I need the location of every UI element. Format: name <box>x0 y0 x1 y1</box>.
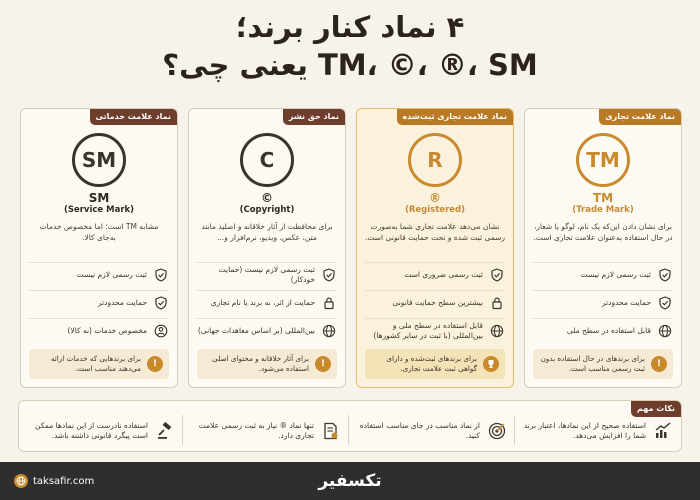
card-tag: نماد علامت تجاری <box>599 109 681 125</box>
tip-item <box>17 413 183 449</box>
tip-item <box>515 413 681 449</box>
symbol-glyph: SM <box>81 148 117 172</box>
target-icon <box>487 421 507 441</box>
tips-tag: نکات مهم <box>631 401 681 417</box>
website-link[interactable] <box>14 462 94 500</box>
symbol-circle <box>240 133 294 187</box>
footer-brand: تکسفیر <box>318 471 382 491</box>
feature-row <box>365 318 505 342</box>
check-shield-icon <box>321 267 337 283</box>
chart-icon <box>653 421 673 441</box>
alert-icon: ! <box>147 356 163 372</box>
symbol-circle <box>408 133 462 187</box>
check-shield-icon <box>153 295 169 311</box>
tip-text: استفاده نادرست از این نمادها ممکن است پیگرد قانونی داشته باشد. <box>35 421 148 440</box>
feature-row <box>533 318 673 342</box>
card-registered <box>356 108 514 388</box>
alert-icon: ! <box>315 356 331 372</box>
card-note <box>29 349 169 379</box>
card-note <box>197 349 337 379</box>
symbol-circle <box>72 133 126 187</box>
check-shield-icon <box>489 267 505 283</box>
globe-icon <box>321 323 337 339</box>
alert-icon: ! <box>651 356 667 372</box>
symbol-subtitle: (Copyright) <box>239 205 295 215</box>
card-tag: نماد علامت تجاری ثبت‌شده <box>397 109 513 125</box>
symbol-label: ® <box>429 191 441 205</box>
feature-text: حمایت محدودتر <box>97 297 147 307</box>
card-note <box>365 349 505 379</box>
card-tag: نماد علامت خدماتی <box>90 109 177 125</box>
symbol-label: © <box>261 191 273 205</box>
check-shield-icon <box>153 267 169 283</box>
feature-text: ثبت رسمی لازم نیست <box>580 269 651 279</box>
website-text: taksafir.com <box>33 475 95 487</box>
symbol-label: SM <box>88 191 110 205</box>
tip-text: استفاده صحیح از این نمادها، اعتبار برند شما را افزایش می‌دهد. <box>523 421 646 440</box>
card-description: برای محافظت از آثار خلاقانه و اصلید مانند متن، عکس، ویدیو، نرم‌افزار و... <box>201 222 333 242</box>
note-text: برای برندهای ثبت‌شده و دارای گواهی ثبت علامت تجاری. <box>386 354 477 373</box>
feature-row <box>533 290 673 314</box>
feature-row <box>197 290 337 314</box>
note-text: برای آثار خلاقانه و محتوای اصلی استفاده می‌شود. <box>212 354 309 373</box>
feature-text: مخصوص خدمات (نه کالا) <box>67 325 147 335</box>
trophy-icon <box>483 356 499 372</box>
feature-row <box>197 262 337 286</box>
tip-text: تنها نماد ® نیاز به ثبت رسمی علامت تجاری دارد. <box>198 421 314 440</box>
symbol-label: TM <box>592 191 614 205</box>
symbol-subtitle: (Service Mark) <box>63 205 135 215</box>
card-tm <box>524 108 682 388</box>
feature-row <box>533 262 673 286</box>
card-description: مشابه TM است؛ اما مخصوص خدمات به‌جای کالا. <box>39 222 159 242</box>
feature-text: ثبت رسمی لازم نیست <box>76 269 147 279</box>
note-text: برای برندهایی که خدمات ارائه می‌دهند مناسب است. <box>50 354 141 373</box>
feature-row <box>29 262 169 286</box>
card-description: برای نشان دادن این‌که یک نام، لوگو یا شعار، در حال استفاده به‌عنوان علامت تجاری است. <box>533 222 673 242</box>
lock-icon <box>321 295 337 311</box>
feature-text: بیشترین سطح حمایت قانونی <box>392 297 483 307</box>
tips-panel <box>18 400 682 452</box>
symbol-circle <box>576 133 630 187</box>
title-line-2: TM، ©، ®، SM یعنی چی؟ <box>162 48 538 82</box>
symbol-glyph: C <box>259 148 275 172</box>
globe-icon <box>489 323 505 339</box>
card-description: نشان می‌دهد علامت تجاری شما به‌صورت رسمی ثبت شده و تحت حمایت قانونی است. <box>365 222 505 242</box>
feature-row <box>365 290 505 314</box>
lock-icon <box>489 295 505 311</box>
title-line-1: ۴ نماد کنار برند؛ <box>235 10 465 44</box>
globe-icon <box>657 323 673 339</box>
cards-row <box>18 108 682 388</box>
card-copyright <box>188 108 346 388</box>
feature-text: حمایت محدودتر <box>601 297 651 307</box>
symbol-subtitle: (Trade Mark) <box>572 205 634 215</box>
card-tag: نماد حق نشر <box>283 109 345 125</box>
check-shield-icon <box>657 295 673 311</box>
gavel-icon <box>155 421 175 441</box>
footer <box>0 462 700 500</box>
check-shield-icon <box>657 267 673 283</box>
feature-row <box>29 318 169 342</box>
card-service-mark <box>20 108 178 388</box>
feature-text: قابل استفاده در سطح ملی <box>566 325 651 335</box>
feature-row <box>29 290 169 314</box>
symbol-subtitle: (Registered) <box>404 205 466 215</box>
note-text: برای برندهای در حال استفاده بدون ثبت رسمی مناسب است. <box>540 354 645 373</box>
feature-text: قابل استفاده در سطح ملی و بین‌المللی (با ثبت در سایر کشورها) <box>373 320 483 340</box>
symbol-glyph: R <box>427 148 443 172</box>
feature-text: ثبت رسمی لازم نیست (حمایت خودکار) <box>218 264 315 284</box>
feature-row <box>365 262 505 286</box>
feature-text: حمایت از اثر، نه برند یا نام تجاری <box>210 297 315 307</box>
document-icon <box>321 421 341 441</box>
card-note <box>533 349 673 379</box>
page-title <box>0 8 700 84</box>
globe-icon <box>14 474 28 488</box>
feature-text: بین‌المللی (بر اساس معاهدات جهانی) <box>197 325 315 335</box>
feature-row <box>197 318 337 342</box>
tip-item <box>349 413 515 449</box>
tip-text: از نماد مناسب در جای مناسب استفاده کنید. <box>359 421 480 440</box>
tip-item <box>183 413 349 449</box>
person-icon <box>153 323 169 339</box>
feature-text: ثبت رسمی ضروری است <box>404 269 483 279</box>
symbol-glyph: TM <box>586 148 620 172</box>
